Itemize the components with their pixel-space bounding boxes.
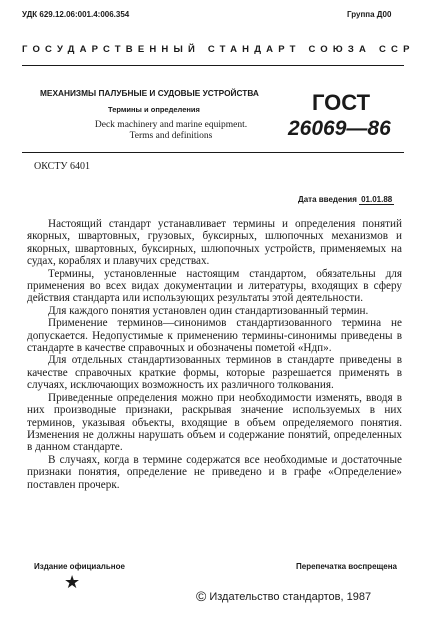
document-title-en — [91, 120, 251, 142]
gost-number: 26069—86 — [288, 117, 391, 140]
intro-date — [298, 195, 394, 204]
paragraph: Настоящий стандарт устанавливает термины и определения понятий якорных, швартовных, грузовых, буксирных, шлюпочных механизмов и якорных, швартовных, буксирных, шлюпочных устройств, применяемых на судах, кораблях и плавучих средствах. — [27, 218, 402, 268]
paragraph: В случаях, когда в термине содержатся все необходимые и достаточные признаки понятия, определение не приведено и в графе «Определение» поставлен прочерк. — [27, 453, 402, 491]
header-divider — [22, 65, 404, 66]
title-en-line-2: Terms and definitions — [129, 131, 213, 141]
document-subtitle-ru: Термины и определения — [108, 105, 200, 114]
copyright-line — [196, 588, 371, 604]
title-divider — [22, 152, 404, 153]
state-standard-header: ГОСУДАРСТВЕННЫЙ СТАНДАРТ СОЮЗА ССР — [22, 44, 415, 55]
paragraph: Приведенные определения можно при необходимости изменять, вводя в них производные признаки, раскрывая значение используемых в них терминов, указывая объекты, входящие в объем определяемого понятия. Изменения не должны нарушать объем и содержание понятий, определенных в данном стандарте. — [27, 391, 402, 454]
official-edition-note: Издание официальное — [34, 562, 125, 571]
paragraph: Применение терминов—синонимов стандартизованного термина не допускается. Недопустимые к применению термины-синонимы приведены в стандарте в качестве справочных и обозначены пометой «Ндп». — [27, 317, 402, 355]
gost-label: ГОСТ — [312, 90, 371, 115]
paragraph: Для отдельных стандартизованных терминов в стандарте приведены в качестве справочных краткие формы, которые разрешается применять в случаях, исключающих возможность их различного толкования. — [27, 354, 402, 392]
copyright-icon: © — [196, 588, 207, 604]
okstu-code: ОКСТУ 6401 — [34, 161, 91, 172]
paragraph: Термины, установленные настоящим стандартом, обязательны для применения во всех видах документации и литературы, входящих в сферу действия стандарта или использующих результаты этой деятельности. — [27, 267, 402, 305]
intro-date-label: Дата введения — [298, 195, 357, 204]
udk-code: УДК 629.12.06:001.4:006.354 — [22, 10, 130, 19]
star-icon: ★ — [64, 572, 81, 592]
paragraph: Для каждого понятия установлен один стандартизованный термин. — [48, 304, 369, 317]
intro-date-value: 01.01.88 — [361, 195, 393, 204]
reprint-prohibited-note: Перепечатка воспрещена — [296, 562, 397, 571]
copyright-text: Издательство стандартов, 1987 — [209, 591, 372, 603]
group-code: Группа Д00 — [347, 10, 392, 19]
title-en-line-1: Deck machinery and marine equipment. — [94, 120, 248, 130]
document-title-ru: МЕХАНИЗМЫ ПАЛУБНЫЕ И СУДОВЫЕ УСТРОЙСТВА — [40, 88, 259, 98]
body-text — [27, 218, 402, 491]
